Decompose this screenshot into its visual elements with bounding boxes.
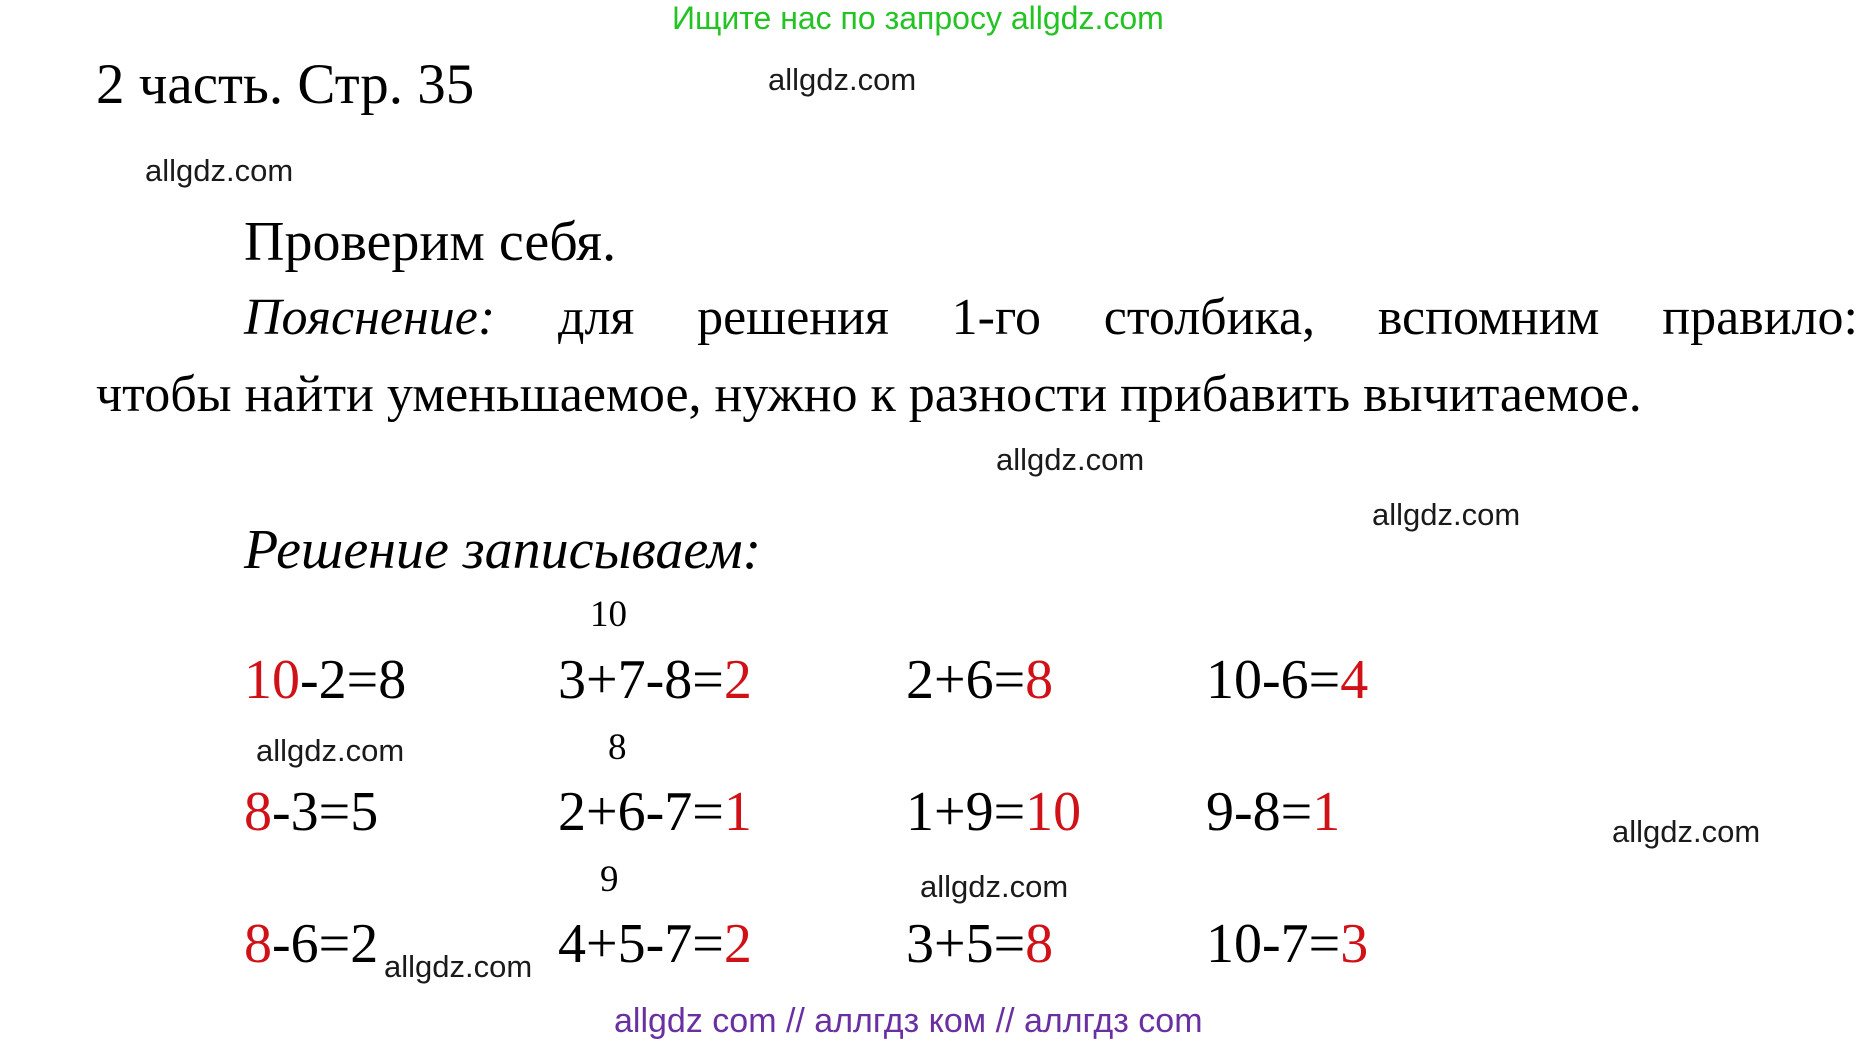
answer-value: 8: [244, 781, 272, 843]
equation-text: 3+5=: [906, 913, 1026, 975]
answer-value: 2: [723, 649, 752, 711]
equation-r2-c4: [1206, 780, 1340, 844]
watermark: allgdz.com: [145, 153, 294, 188]
answer-value: 1: [1312, 781, 1341, 843]
page-title: 2 часть. Стр. 35: [96, 53, 475, 116]
equation-text: 2+6=: [906, 649, 1026, 711]
answer-value: 1: [723, 781, 752, 843]
search-banner: Ищите нас по запросу allgdz.com: [672, 0, 1164, 36]
equation-r1-c2: [558, 648, 752, 712]
answer-value: 2: [723, 913, 752, 975]
equation-r2-c1: [244, 780, 378, 844]
equation-r2-c3: [906, 780, 1081, 844]
footer-watermark: allgdz com // аллгдз ком // аллгдз com: [614, 1002, 1203, 1040]
answer-value: 8: [1025, 913, 1054, 975]
watermark: allgdz.com: [1612, 814, 1761, 849]
equation-text: 1+9=: [906, 781, 1026, 843]
equation-r3-c4: [1206, 912, 1368, 976]
watermark: allgdz.com: [256, 733, 405, 768]
answer-value: 8: [244, 913, 272, 975]
watermark: allgdz.com: [996, 442, 1145, 477]
explanation-label: Пояснение:: [244, 289, 496, 346]
equation-text: -3=5: [272, 781, 379, 843]
explanation-line-1: [244, 288, 1858, 347]
equation-r1-c1: [244, 648, 406, 712]
answer-value: 10: [1025, 781, 1082, 843]
answer-value: 4: [1340, 649, 1369, 711]
section-heading: Проверим себя.: [244, 211, 617, 273]
watermark: allgdz.com: [1372, 497, 1521, 532]
explanation-word: столбика,: [1103, 289, 1316, 346]
equation-text: 3+7-8=: [558, 649, 724, 711]
equation-r3-c1: [244, 912, 378, 976]
equation-r1-c4: [1206, 648, 1368, 712]
explanation-word: 1-го: [951, 289, 1042, 346]
equation-r1-c3: [906, 648, 1053, 712]
equation-r3-c3: [906, 912, 1053, 976]
watermark: allgdz.com: [768, 62, 917, 97]
watermark: allgdz.com: [384, 949, 533, 984]
explanation-word: вспомним: [1377, 289, 1600, 346]
equation-text: 2+6-7=: [558, 781, 724, 843]
equation-text: -2=8: [300, 649, 407, 711]
helper-sum-r3: 9: [600, 859, 619, 900]
equation-r2-c2: [558, 780, 752, 844]
watermark: allgdz.com: [920, 869, 1069, 904]
equation-text: 9-8=: [1206, 781, 1313, 843]
answer-value: 10: [244, 649, 300, 711]
equation-text: 10-6=: [1206, 649, 1341, 711]
helper-sum-r2: 8: [608, 727, 627, 768]
helper-sum-r1: 10: [590, 594, 627, 635]
equation-text: 4+5-7=: [558, 913, 724, 975]
answer-value: 8: [1025, 649, 1054, 711]
solution-label: Решение записываем:: [244, 519, 762, 581]
explanation-word: для: [557, 289, 635, 346]
equation-text: -6=2: [272, 913, 379, 975]
explanation-word: правило:: [1662, 289, 1858, 346]
answer-value: 3: [1340, 913, 1369, 975]
explanation-word: решения: [697, 289, 889, 346]
equation-r3-c2: [558, 912, 752, 976]
equation-text: 10-7=: [1206, 913, 1341, 975]
explanation-line-2: чтобы найти уменьшаемое, нужно к разности прибавить вычитаемое.: [96, 366, 1642, 423]
